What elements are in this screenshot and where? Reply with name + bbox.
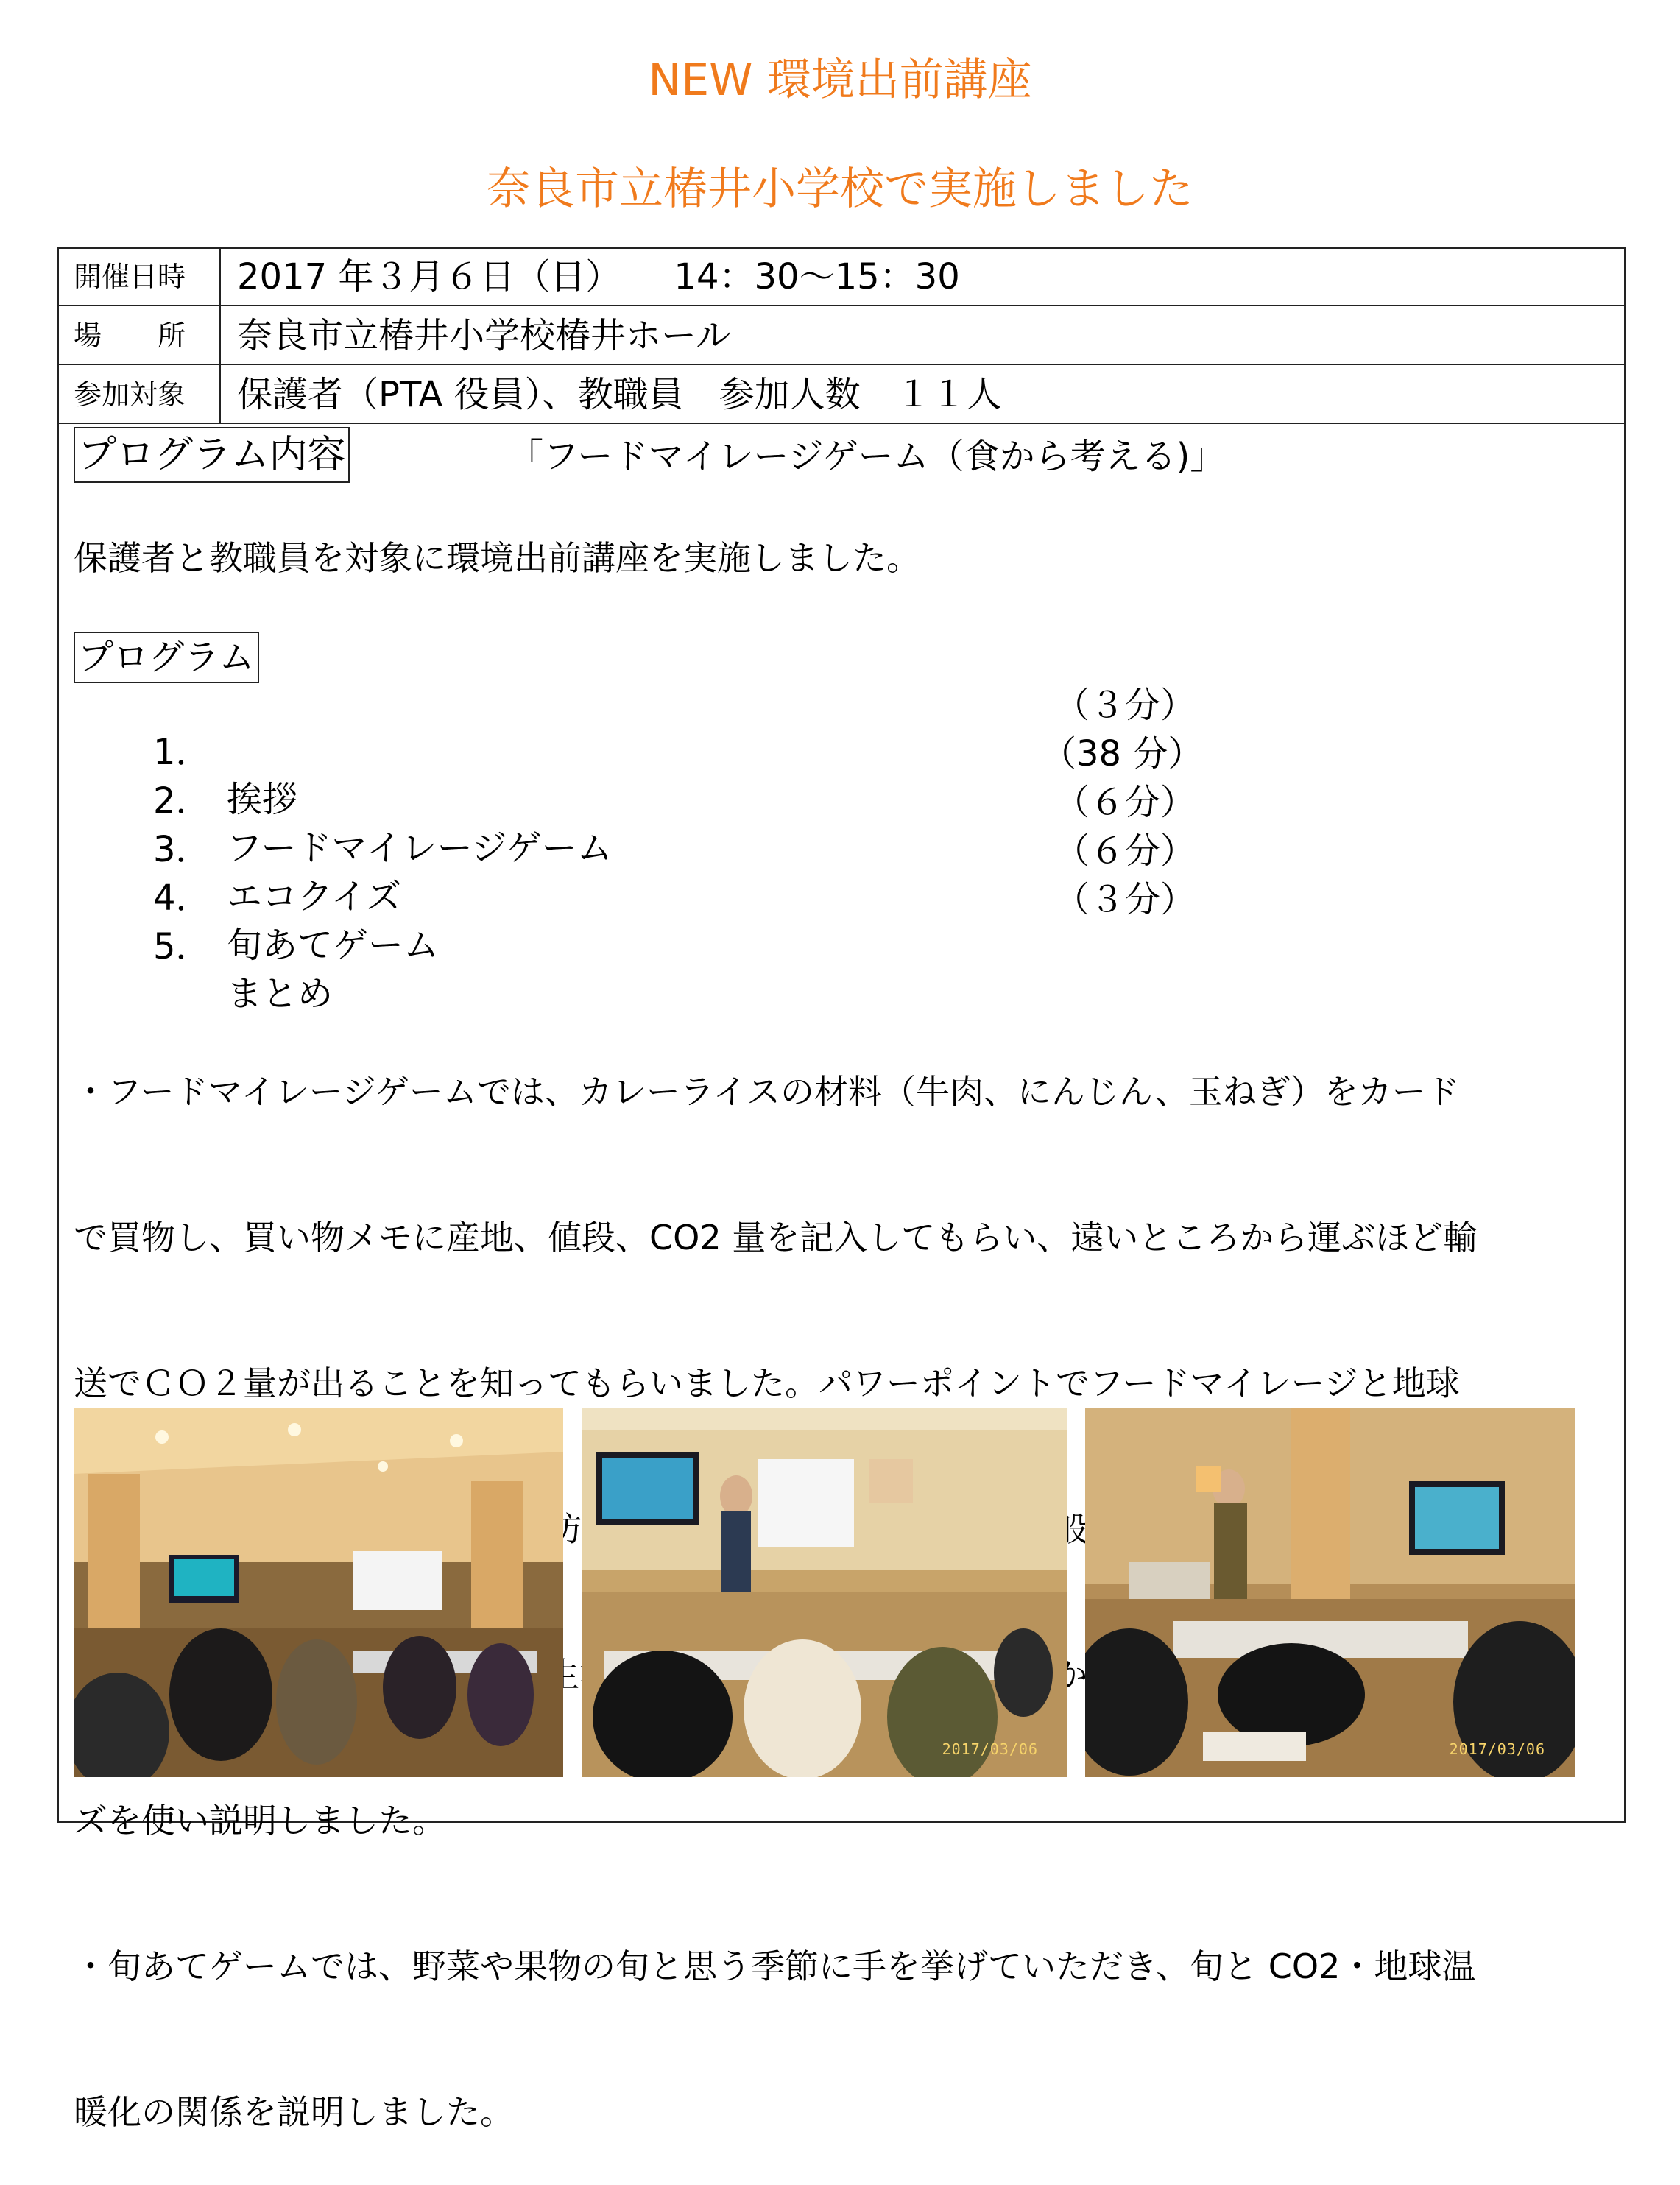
event-photo — [582, 1408, 1067, 1777]
info-label: 参加対象 — [59, 365, 221, 423]
program-item-number: 3． — [153, 829, 211, 870]
program-item-name: 旬あてゲーム — [227, 925, 440, 966]
program-item-number: 1． — [153, 732, 211, 773]
description-line: 暖化の関係を説明しました。 — [74, 2092, 514, 2132]
program-item-duration: （６分） — [1054, 830, 1196, 872]
info-row-place — [59, 306, 1624, 365]
program-item-duration: （３分） — [1054, 879, 1196, 920]
description-line: ・フードマイレージゲームでは、カレーライスの材料（牛肉、にんじん、玉ねぎ）をカード — [74, 1072, 1460, 1112]
event-photo — [1085, 1408, 1575, 1777]
intro-text: 保護者と教職員を対象に環境出前講座を実施しました。 — [74, 538, 920, 578]
info-row-participants — [59, 365, 1624, 424]
info-label: 場 所 — [59, 306, 221, 364]
program-item-number: 4． — [153, 878, 211, 919]
program-item-name: 挨拶 — [227, 779, 298, 820]
description-line: で買物し、買い物メモに産地、値段、CO2 量を記入してもらい、遠いところから運ぶほど輸 — [74, 1218, 1478, 1257]
program-item-name: エコクイズ — [227, 876, 402, 917]
program-item-duration: （６分） — [1054, 782, 1196, 823]
page-title: NEW 環境出前講座 — [648, 54, 1032, 106]
description-line: 送でＣＯ２量が出ることを知ってもらいました。パワーポイントでフードマイレージと地球 — [74, 1363, 1460, 1403]
program-title: 「フードマイレージゲーム（食から考える)」 — [508, 436, 1226, 477]
program-item-number: 2． — [153, 780, 211, 822]
page-subtitle: 奈良市立椿井小学校で実施しました — [487, 163, 1193, 215]
program-item-duration: （38 分） — [1041, 733, 1204, 774]
photo-date-stamp: 2017/03/06 — [942, 1740, 1038, 1758]
program-item-name: フードマイレージゲーム — [227, 827, 613, 869]
info-label: 開催日時 — [59, 249, 221, 305]
info-value: 2017 年３月６日（日） 14：30～15：30 — [237, 256, 960, 297]
event-photo — [74, 1408, 563, 1777]
program-label: プログラム — [74, 632, 259, 683]
info-value: 奈良市立椿井小学校椿井ホール — [237, 315, 732, 356]
photo-date-stamp: 2017/03/06 — [1449, 1740, 1545, 1758]
info-row-datetime — [59, 249, 1624, 306]
program-heading: プログラム内容 — [74, 427, 350, 483]
description-line: ・旬あてゲームでは、野菜や果物の旬と思う季節に手を挙げていただき、旬と CO2・地球温 — [74, 1946, 1476, 1986]
program-item-name: まとめ — [227, 973, 333, 1014]
info-value: 保護者（PTA 役員）、教職員 参加人数 １１人 — [237, 374, 1002, 415]
program-item-number: 5． — [153, 926, 211, 967]
program-item-duration: （３分） — [1054, 685, 1196, 726]
description-line: ズを使い説明しました。 — [74, 1801, 446, 1840]
